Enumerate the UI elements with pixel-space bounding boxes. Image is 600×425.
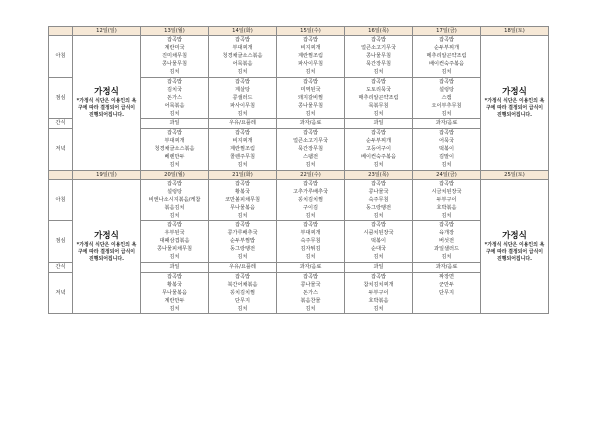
family-meal-cell	[73, 36, 141, 170]
menu-item: 오이부추무침	[431, 102, 462, 109]
menu-item: 콩나물무침	[297, 102, 324, 109]
menu-item: 참치김치찌개	[363, 281, 394, 288]
day-header: 12일(일)	[73, 27, 141, 36]
menu-item: 김치	[237, 162, 248, 169]
day-header: 13일(월)	[141, 27, 209, 36]
dinner-cell	[141, 272, 209, 313]
family-meal-title: 가정식	[502, 87, 527, 98]
menu-item: 단무지	[234, 297, 251, 304]
menu-item: 김치	[237, 254, 248, 261]
menu-item: 순두부찜밥	[229, 238, 256, 245]
breakfast-cell	[413, 36, 481, 77]
family-meal-note: *가정식 식단은 이용인의 욕구에 따라 결정되어 급식이 진행되어집니다.	[76, 98, 137, 119]
breakfast-cell	[345, 36, 413, 77]
menu-item: 얼큰소고기무국	[292, 138, 329, 145]
lunch-cell	[413, 77, 481, 118]
menu-item	[413, 297, 480, 305]
menu-item: 김치	[237, 69, 248, 76]
menu-item: 김치	[373, 162, 384, 169]
menu-item: 우부된국	[164, 230, 185, 237]
menu-item: 청경채굴소스볶음	[222, 53, 263, 60]
menu-item: 콩가루배추국	[227, 230, 258, 237]
menu-item: 김치	[373, 254, 384, 261]
meal-table-body	[49, 27, 549, 314]
menu-item: 어묵볶음	[164, 102, 185, 109]
menu-item: 잡곡밥	[370, 180, 387, 187]
lunch-label: 점심	[49, 221, 73, 262]
breakfast-cell	[141, 179, 209, 220]
menu-item: 김치	[169, 212, 180, 219]
menu-item: 베이컨숙주볶음	[360, 154, 397, 161]
menu-item: 호박볶음	[368, 297, 389, 304]
menu-item: 비엔나소시지볶음/케찹	[148, 196, 201, 203]
menu-item: 김치	[373, 69, 384, 76]
menu-item: 콩나물국	[368, 188, 389, 195]
dinner-label: 저녁	[49, 129, 73, 170]
breakfast-cell	[277, 36, 345, 77]
menu-item: 김치	[441, 69, 452, 76]
snack-cell: 과자/음료	[277, 262, 345, 272]
menu-item: 돈가스	[166, 94, 183, 101]
menu-item: 순대국	[370, 246, 387, 253]
lunch-cell	[345, 221, 413, 262]
menu-item: 김치	[373, 110, 384, 117]
day-header: 20일(월)	[141, 170, 209, 179]
menu-item: 순두부찌개	[433, 45, 460, 52]
menu-item: 김치	[305, 69, 316, 76]
menu-item: 잡곡밥	[302, 222, 319, 229]
menu-item: 미역된국	[300, 86, 321, 93]
day-header: 16일(목)	[345, 27, 413, 36]
menu-item: 잡곡밥	[302, 78, 319, 85]
day-header: 22일(수)	[277, 170, 345, 179]
menu-item: 잡곡밥	[166, 222, 183, 229]
breakfast-cell	[345, 179, 413, 220]
menu-item: 잡곡밥	[370, 273, 387, 280]
breakfast-row	[49, 179, 549, 220]
menu-item: 김치	[169, 305, 180, 312]
menu-item: 황볶국	[166, 281, 183, 288]
day-header: 18일(토)	[481, 27, 549, 36]
menu-item: 잡곡밥	[166, 130, 183, 137]
lunch-cell	[141, 221, 209, 262]
lunch-cell	[413, 221, 481, 262]
menu-item: 잡곡밥	[370, 37, 387, 44]
menu-item: 김치	[237, 110, 248, 117]
family-meal-title: 가정식	[502, 230, 527, 241]
dinner-cell	[141, 129, 209, 170]
menu-item: 짜장면	[438, 273, 455, 280]
menu-item: 잡곡밥	[438, 78, 455, 85]
lunch-cell	[277, 77, 345, 118]
snack-cell: 과일	[141, 119, 209, 129]
day-header-row	[49, 27, 549, 36]
menu-item: 김치	[169, 162, 180, 169]
menu-item: 계란만두	[164, 297, 185, 304]
family-meal-note: *가정식 식단은 이용인의 욕구에 따라 결정되어 급식이 진행되어집니다.	[484, 241, 545, 262]
menu-item: 잡곡밥	[438, 222, 455, 229]
lunch-cell	[209, 221, 277, 262]
snack-cell: 과자/음료	[413, 262, 481, 272]
menu-item: 김치	[373, 212, 384, 219]
menu-item: 꽁치김치찜	[297, 196, 324, 203]
menu-item: 떡볶이	[438, 146, 455, 153]
snack-cell: 과자/음료	[413, 119, 481, 129]
dinner-cell	[209, 129, 277, 170]
menu-item: 김치	[305, 212, 316, 219]
menu-item: 잡곡밥	[438, 37, 455, 44]
menu-item: 동그랑땡전	[365, 204, 392, 211]
menu-item: 잡곡밥	[166, 180, 183, 187]
menu-item: 잡곡밥	[234, 37, 251, 44]
menu-item: 부대찌개	[232, 45, 253, 52]
dinner-cell	[277, 272, 345, 313]
menu-item: 계란찜조림	[229, 146, 256, 153]
menu-item: 묵간장무침	[365, 61, 392, 68]
menu-item: 육개장	[438, 230, 455, 237]
snack-cell: 과일	[141, 262, 209, 272]
menu-item: 베렌만두	[164, 154, 185, 161]
family-meal-cell	[481, 179, 549, 313]
snack-cell: 과자/음료	[277, 119, 345, 129]
menu-item: 묵볶무침	[368, 102, 389, 109]
menu-item: 진미채무침	[161, 53, 188, 60]
menu-item: 김치	[237, 212, 248, 219]
menu-item: 어묵볶음	[232, 61, 253, 68]
menu-item: 황볶국	[234, 188, 251, 195]
day-header-row	[49, 170, 549, 179]
menu-item: 숙주무침	[368, 196, 389, 203]
menu-item: 김말이	[438, 154, 455, 161]
menu-item: 비지찌개	[300, 45, 321, 52]
menu-item: 잡곡밥	[234, 130, 251, 137]
menu-item: 구이김	[302, 204, 319, 211]
menu-item: 스캠	[441, 94, 452, 101]
menu-item: 버섯전	[438, 238, 455, 245]
menu-item: 부대찌개	[300, 230, 321, 237]
menu-item: 코만볼피채무침	[224, 196, 261, 203]
lunch-cell	[209, 77, 277, 118]
menu-item: 파사이무침	[229, 102, 256, 109]
dinner-cell	[345, 129, 413, 170]
menu-item: 김치	[305, 162, 316, 169]
snack-cell: 과일	[345, 262, 413, 272]
lunch-cell	[345, 77, 413, 118]
lunch-cell	[277, 221, 345, 262]
menu-item: 파사이무침	[297, 61, 324, 68]
menu-item: 묵간장무침	[297, 146, 324, 153]
breakfast-label: 아침	[49, 36, 73, 77]
menu-item: 고추가루배추국	[292, 188, 329, 195]
menu-item: 잡곡밥	[370, 78, 387, 85]
menu-item: 잡곡밥	[234, 180, 251, 187]
menu-item: 콩나물무침	[365, 53, 392, 60]
menu-item: 무나물볶음	[229, 204, 256, 211]
family-meal-title: 가정식	[94, 87, 119, 98]
menu-item: 김치	[169, 69, 180, 76]
day-header: 24일(금)	[413, 170, 481, 179]
menu-item: 북간어채볶음	[227, 281, 258, 288]
day-header: 14일(화)	[209, 27, 277, 36]
menu-item: 시금치된장국	[431, 188, 462, 195]
menu-item: 잡곡밥	[166, 273, 183, 280]
day-header: 23일(목)	[345, 170, 413, 179]
menu-item: 설렁탕	[438, 86, 455, 93]
menu-item: 잡곡밥	[166, 78, 183, 85]
menu-item: 콜렌주무침	[229, 154, 256, 161]
menu-item: 김치	[237, 305, 248, 312]
menu-item: 김치	[305, 305, 316, 312]
menu-item: 콩샐러드	[232, 94, 253, 101]
menu-item: 잡곡밥	[438, 180, 455, 187]
day-header: 15일(수)	[277, 27, 345, 36]
family-meal-title: 가정식	[94, 230, 119, 241]
breakfast-cell	[141, 36, 209, 77]
breakfast-cell	[413, 179, 481, 220]
menu-item: 메추리알곤약조림	[426, 53, 467, 60]
lunch-cell	[141, 77, 209, 118]
menu-item: 숙주무침	[300, 238, 321, 245]
menu-item: 매추리알곤약조림	[358, 94, 399, 101]
day-header: 17일(금)	[413, 27, 481, 36]
menu-item: 콩나물피채무침	[156, 246, 193, 253]
breakfast-label: 아침	[49, 179, 73, 220]
dinner-cell	[209, 272, 277, 313]
snack-label: 간식	[49, 119, 73, 129]
menu-item: 잡곡밥	[166, 37, 183, 44]
dinner-cell	[345, 272, 413, 313]
menu-item: 배이컨숙주볶음	[428, 61, 465, 68]
dinner-label: 저녁	[49, 272, 73, 313]
menu-item: 호박볶음	[436, 204, 457, 211]
menu-item: 시큼치된장국	[363, 230, 394, 237]
menu-item: 김치	[169, 110, 180, 117]
menu-item: 대패삼겹볶음	[159, 238, 190, 245]
menu-item: 도토리묵국	[365, 86, 392, 93]
menu-item: 콩나물국	[300, 281, 321, 288]
weekly-meal-table	[48, 26, 549, 314]
menu-item: 계란찜조림	[297, 53, 324, 60]
menu-item: 김치	[169, 254, 180, 261]
day-header: 21일(화)	[209, 170, 277, 179]
menu-item: 김치	[441, 212, 452, 219]
menu-item: 설렁탕	[166, 188, 183, 195]
menu-item: 동그랑땡전	[229, 246, 256, 253]
menu-item: 볶음김치	[164, 204, 185, 211]
menu-item: 비지찌개	[232, 138, 253, 145]
menu-item: 잡곡밥	[234, 273, 251, 280]
menu-item: 두부구이	[436, 196, 457, 203]
menu-item: 떡볶이	[370, 238, 387, 245]
dinner-cell	[277, 129, 345, 170]
menu-item: 계란미국	[164, 45, 185, 52]
menu-item: 계살탕	[234, 86, 251, 93]
menu-item: 두부구이	[368, 289, 389, 296]
menu-item: 잡곡밥	[234, 222, 251, 229]
family-meal-cell	[73, 179, 141, 313]
menu-item: 고등어구이	[365, 146, 392, 153]
dinner-cell	[413, 129, 481, 170]
menu-item: 군만두	[438, 281, 455, 288]
menu-item: 잡곡밥	[438, 130, 455, 137]
menu-item: 돈가스	[302, 289, 319, 296]
menu-item: 잡곡밥	[370, 222, 387, 229]
menu-item: 무나물볶음	[161, 289, 188, 296]
menu-item: 김치	[441, 162, 452, 169]
menu-item: 돼지갈비찜	[297, 94, 324, 101]
family-meal-cell	[481, 36, 549, 170]
breakfast-cell	[209, 36, 277, 77]
menu-item: 순두부찌개	[365, 138, 392, 145]
menu-item: 과일샐러드	[433, 246, 460, 253]
menu-item: 김치	[441, 110, 452, 117]
menu-item: 잡곡밥	[234, 78, 251, 85]
day-header: 25일(토)	[481, 170, 549, 179]
menu-item: 부대찌개	[164, 138, 185, 145]
day-header: 19일(일)	[73, 170, 141, 179]
menu-item: 스팸전	[302, 154, 319, 161]
menu-item: 잡곡밥	[302, 273, 319, 280]
menu-item: 청경채굴소스볶음	[154, 146, 195, 153]
snack-cell: 과일	[345, 119, 413, 129]
corner-cell	[49, 27, 73, 36]
menu-item: 어묵국	[438, 138, 455, 145]
menu-item	[413, 305, 480, 313]
menu-item: 김치	[373, 305, 384, 312]
menu-item: 잡곡밥	[302, 180, 319, 187]
snack-cell: 우유/요플레	[209, 119, 277, 129]
menu-item: 잡곡밥	[302, 130, 319, 137]
menu-item: 꽁치김치찜	[229, 289, 256, 296]
lunch-label: 점심	[49, 77, 73, 118]
menu-item: 김자튀김	[300, 246, 321, 253]
breakfast-row	[49, 36, 549, 77]
family-meal-note: *가정식 식단은 이용인의 욕구에 따라 결정되어 급식이 진행되어집니다.	[76, 241, 137, 262]
menu-item: 김치	[441, 254, 452, 261]
dinner-cell	[413, 272, 481, 313]
snack-label: 간식	[49, 262, 73, 272]
menu-item: 김치	[305, 254, 316, 261]
menu-item: 김치	[305, 110, 316, 117]
menu-item: 잡곡밥	[302, 37, 319, 44]
menu-item: 잡곡밥	[370, 130, 387, 137]
snack-cell: 우유/요플레	[209, 262, 277, 272]
menu-item: 얼큰소고기무국	[360, 45, 397, 52]
menu-item: 김치국	[166, 86, 183, 93]
menu-item: 단무지	[438, 289, 455, 296]
family-meal-note: *가정식 식단은 이용인의 욕구에 따라 결정되어 급식이 진행되어집니다.	[484, 98, 545, 119]
breakfast-cell	[277, 179, 345, 220]
menu-item: 콩나물무침	[161, 61, 188, 68]
breakfast-cell	[209, 179, 277, 220]
corner-cell	[49, 170, 73, 179]
menu-item: 볶음찬물	[300, 297, 321, 304]
